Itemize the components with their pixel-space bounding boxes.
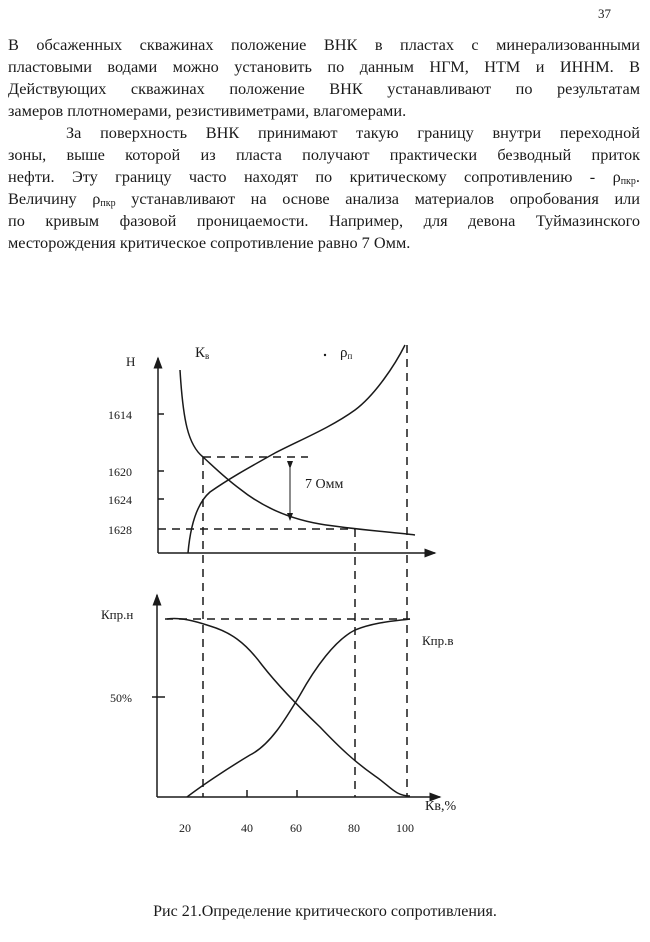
rho-label: ρп	[340, 345, 353, 361]
x-tick-label: 80	[348, 821, 360, 835]
x-tick-label: 40	[241, 821, 253, 835]
text-line: зоны, выше которой из пласта получают практически безводный приток	[8, 145, 640, 164]
dashed-guides	[158, 345, 410, 797]
y-tick-label-50: 50%	[110, 691, 132, 705]
kv-label: Кв	[195, 345, 210, 361]
text-line: по кривым фазовой проницаемости. Например, для девона Туймазинского	[8, 211, 640, 230]
page-number: 37	[598, 6, 611, 21]
text-line: месторождения критическое сопротивление равно 7 Омм.	[8, 233, 411, 252]
figure-caption: Рис 21.Определение критического сопротивления.	[153, 903, 497, 920]
text-span: нефти. Эту границу часто находят по критическому сопротивлению - ρ	[8, 167, 621, 186]
x-axis-label: Кв,%	[425, 799, 457, 814]
y-tick-label: 1628	[108, 523, 132, 537]
kv-curve	[180, 370, 415, 535]
rho-curve	[188, 345, 405, 553]
text-line: Действующих скважинах положение ВНК устанавливают по результатам	[8, 79, 640, 98]
text-line: нефти. Эту границу часто находят по критическому сопротивлению - $\rho_{пкр}$.	[8, 167, 640, 187]
kpr-v-curve	[187, 619, 410, 797]
text-line: За поверхность ВНК принимают такую границу внутри переходной	[66, 123, 640, 142]
y-axis-label: Н	[126, 354, 136, 369]
text-span: устанавливают на основе анализа материалов опробования или	[115, 189, 641, 208]
kpr-v-label: Кпр.в	[422, 633, 454, 648]
annotation-7-omm: 7 Омм	[305, 477, 344, 492]
x-tick-label: 20	[179, 821, 191, 835]
subscript: пкр	[100, 198, 116, 209]
y-tick-label: 1624	[108, 493, 132, 507]
kpr-n-label: Кпр.н	[101, 607, 134, 622]
y-tick-label: 1614	[108, 408, 132, 422]
x-tick-label: 60	[290, 821, 302, 835]
text-span: Величину ρ	[8, 189, 101, 208]
x-tick-label: 100	[396, 821, 414, 835]
text-line: пластовыми водами можно установить по данным НГМ, НТМ и ИННМ. В	[8, 57, 640, 76]
y-tick-label: 1620	[108, 465, 132, 479]
text-line: В обсаженных скважинах положение ВНК в пластах с минерализованными	[8, 35, 640, 54]
text-line: замеров плотномерами, резистивиметрами, влагомерами.	[8, 101, 407, 120]
subscript: пкр	[620, 176, 636, 187]
